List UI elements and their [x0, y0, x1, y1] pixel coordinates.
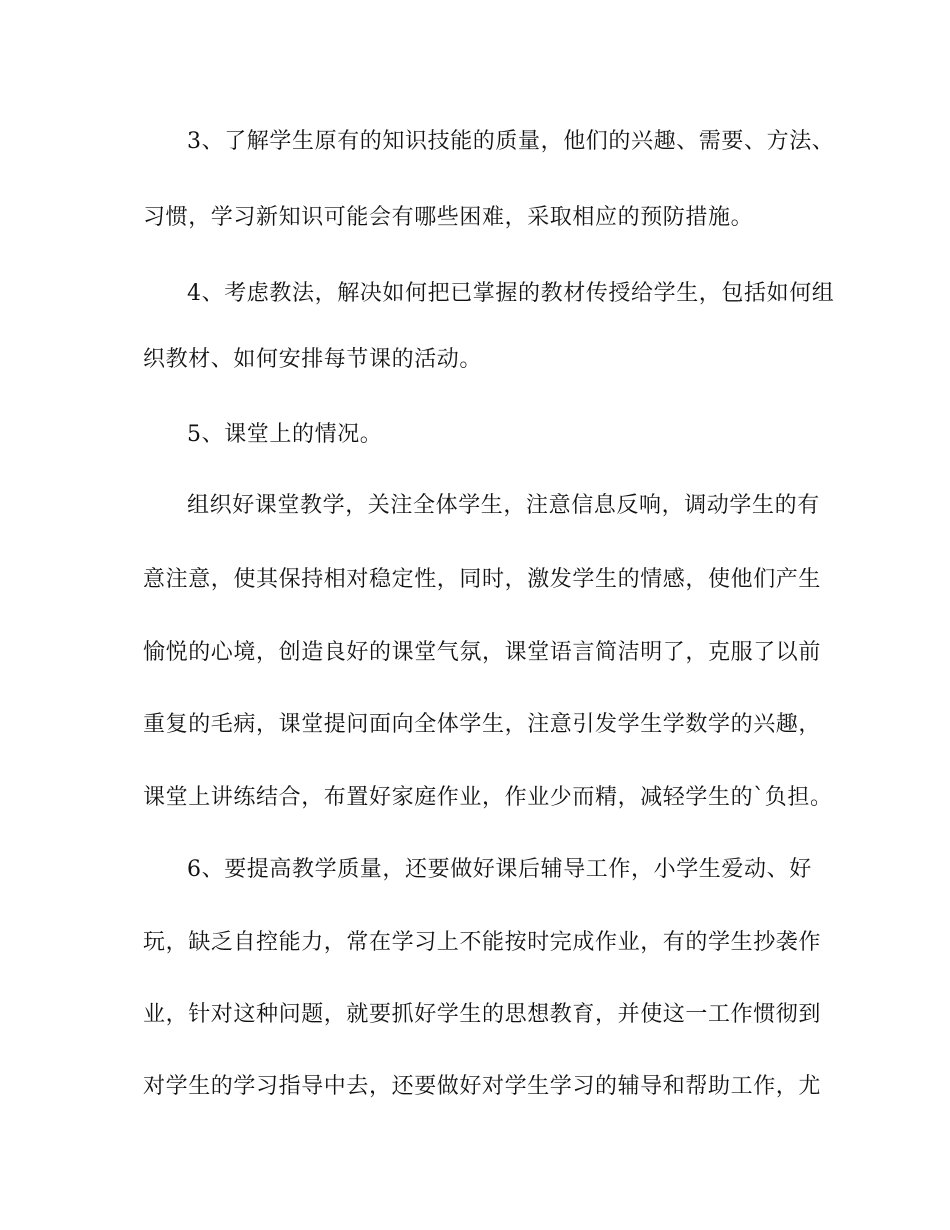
text-line: 业，针对这种问题，就要抓好学生的思想教育，并使这一工作惯彻到: [143, 1002, 822, 1027]
text-line: 玩，缺乏自控能力，常在学习上不能按时完成作业，有的学生抄袭作: [143, 930, 822, 955]
text-line: 4、考虑教法，解决如何把已掌握的教材传授给学生，包括如何组: [187, 281, 835, 306]
text-line: 意注意，使其保持相对稳定性，同时，激发学生的情感，使他们产生: [143, 567, 822, 592]
text-line: 愉悦的心境，创造良好的课堂气氛，课堂语言简洁明了，克服了以前: [143, 640, 822, 665]
text-line: 3、了解学生原有的知识技能的质量，他们的兴趣、需要、方法、: [187, 129, 835, 154]
text-line: 5、课堂上的情况。: [187, 422, 383, 447]
text-line: 织教材、如何安排每节课的活动。: [143, 347, 483, 372]
text-line: 6、要提高教学质量，还要做好课后辅导工作，小学生爱动、好: [187, 857, 812, 882]
text-line: 习惯，学习新知识可能会有哪些困难，采取相应的预防措施。: [143, 205, 754, 230]
text-line: 对学生的学习指导中去，还要做好对学生学习的辅导和帮助工作，尤: [143, 1074, 822, 1099]
text-line: 重复的毛病，课堂提问面向全体学生，注意引发学生学数学的兴趣，: [143, 712, 822, 737]
text-line: 组织好课堂教学，关注全体学生，注意信息反响，调动学生的有: [187, 493, 820, 518]
text-line: 课堂上讲练结合，布置好家庭作业，作业少而精，减轻学生的`负担。: [143, 785, 833, 810]
